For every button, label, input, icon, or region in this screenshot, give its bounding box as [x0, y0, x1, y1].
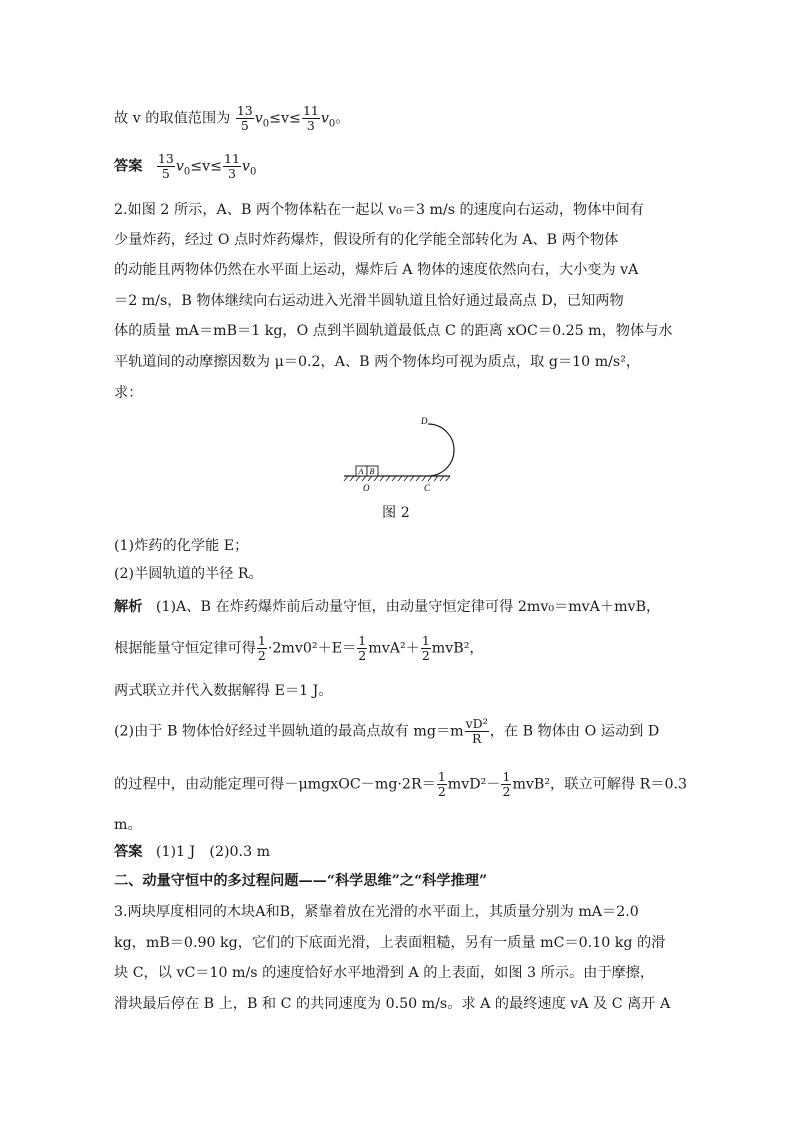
range-line: 故 v 的取值范围为 $\frac{13}{5}$ $v_0\le v\le$ $\frac{11}{3}$ $v_0$。 — [114, 103, 350, 133]
fraction: $\frac{11}{3}$ — [302, 103, 319, 133]
fraction: $\frac{1}{2}$ — [437, 769, 446, 799]
range-text: 故 v 的取值范围为 — [114, 110, 235, 127]
fraction: $\frac{13}{5}$ — [157, 151, 174, 181]
fraction: $\frac{\text{vD²}}{R}$ — [465, 716, 488, 746]
solution-line-3: 两式联立并代入数据解得 E＝1 J。 — [114, 683, 333, 699]
fraction: $\frac{1}{2}$ — [358, 633, 367, 663]
section-heading: 二、动量守恒中的多过程问题——“科学思维”之“科学推理” — [114, 873, 488, 889]
solution-line-4: (2)由于 B 物体恰好经过半圆轨道的最高点故有 mg＝m $\frac{\text{vD²}}{R}$ ，在 B 物体由 O 运动到 D — [114, 716, 660, 746]
q2-line: 2.如图 2 所示，A、B 两个物体粘在一起以 v₀＝3 m/s 的速度向右运动，物体中间有 — [114, 202, 644, 218]
fraction: $\frac{13}{5}$ — [236, 103, 253, 133]
label-c: C — [424, 483, 431, 493]
sub-question-2: (2)半圆轨道的半径 R。 — [114, 566, 263, 582]
label-b: B — [369, 467, 375, 476]
figure-caption: 图 2 — [382, 505, 410, 521]
answer-label: 答案 — [114, 844, 143, 860]
label-d: D — [421, 416, 428, 426]
answer-2: 答案 (1)1 J (2)0.3 m — [114, 844, 271, 860]
label-a: A — [358, 467, 364, 476]
figure-2-diagram — [340, 412, 455, 497]
solution-label: 解析 — [114, 599, 143, 615]
fraction: $\frac{1}{2}$ — [421, 633, 430, 663]
label-o: O — [363, 483, 370, 493]
q3-line: 3.两块厚度相同的木块A和B，紧靠着放在光滑的水平面上，其质量分别为 mA＝2.0 — [114, 904, 639, 920]
answer-label: 答案 — [114, 158, 143, 175]
sub-question-1: (1)炸药的化学能 E； — [114, 538, 249, 554]
q2-line: 少量炸药，经过 O 点时炸药爆炸，假设所有的化学能全部转化为 A、B 两个物体 — [114, 232, 619, 248]
semicircle-track — [428, 424, 454, 476]
solution-line-5: 的过程中，由动能定理可得－μmgxOC－mg·2R＝ $\frac{1}{2}$ mvD²－ $\frac{1}{2}$ mvB²，联立可解得 R＝0.3 — [114, 769, 688, 799]
fraction: $\frac{11}{3}$ — [224, 151, 240, 181]
solution-line-6: m。 — [114, 817, 142, 833]
q2-line: 的动能且两物体仍然在水平面上运动，爆炸后 A 物体的速度依然向右，大小变为 vA — [114, 262, 639, 278]
q2-line: 求： — [114, 385, 143, 401]
fraction: $\frac{1}{2}$ — [257, 633, 266, 663]
answer-1: 答案 $\frac{13}{5}$ $v_0\le v\le$ $\frac{11}{3}$ $v_0$ — [114, 151, 257, 181]
solution-line-1: 解析 (1)A、B 在炸药爆炸前后动量守恒，由动量守恒定律可得 2mv₀＝mvA＋mvB， — [114, 599, 661, 615]
q3-line: 块 C，以 vC＝10 m/s 的速度恰好水平地滑到 A 的上表面，如图 3 所示。由于摩擦， — [114, 965, 655, 981]
fraction: $\frac{1}{2}$ — [502, 769, 511, 799]
q3-line: 滑块最后停在 B 上，B 和 C 的共同速度为 0.50 m/s。求 A 的最终速度 vA 及 C 离开 A — [114, 996, 671, 1012]
q2-line: 平轨道间的动摩擦因数为 μ＝0.2，A、B 两个物体均可视为质点，取 g＝10 m/s²， — [114, 354, 641, 370]
q2-line: 体的质量 mA＝mB＝1 kg，O 点到半圆轨道最低点 C 的距离 xOC＝0.25 m，物体与水 — [114, 323, 673, 339]
q3-line: kg，mB＝0.90 kg，它们的下底面光滑，上表面粗糙，另有一质量 mC＝0.10 kg 的滑 — [114, 935, 666, 951]
q2-line: ＝2 m/s，B 物体继续向右运动进入光滑半圆轨道且恰好通过最高点 D，已知两物 — [114, 293, 624, 309]
solution-line-2: 根据能量守恒定律可得 $\frac{1}{2}$ ·2mv0²＋E＝ $\frac{1}{2}$ mvA²＋ $\frac{1}{2}$ mvB²， — [114, 633, 484, 663]
